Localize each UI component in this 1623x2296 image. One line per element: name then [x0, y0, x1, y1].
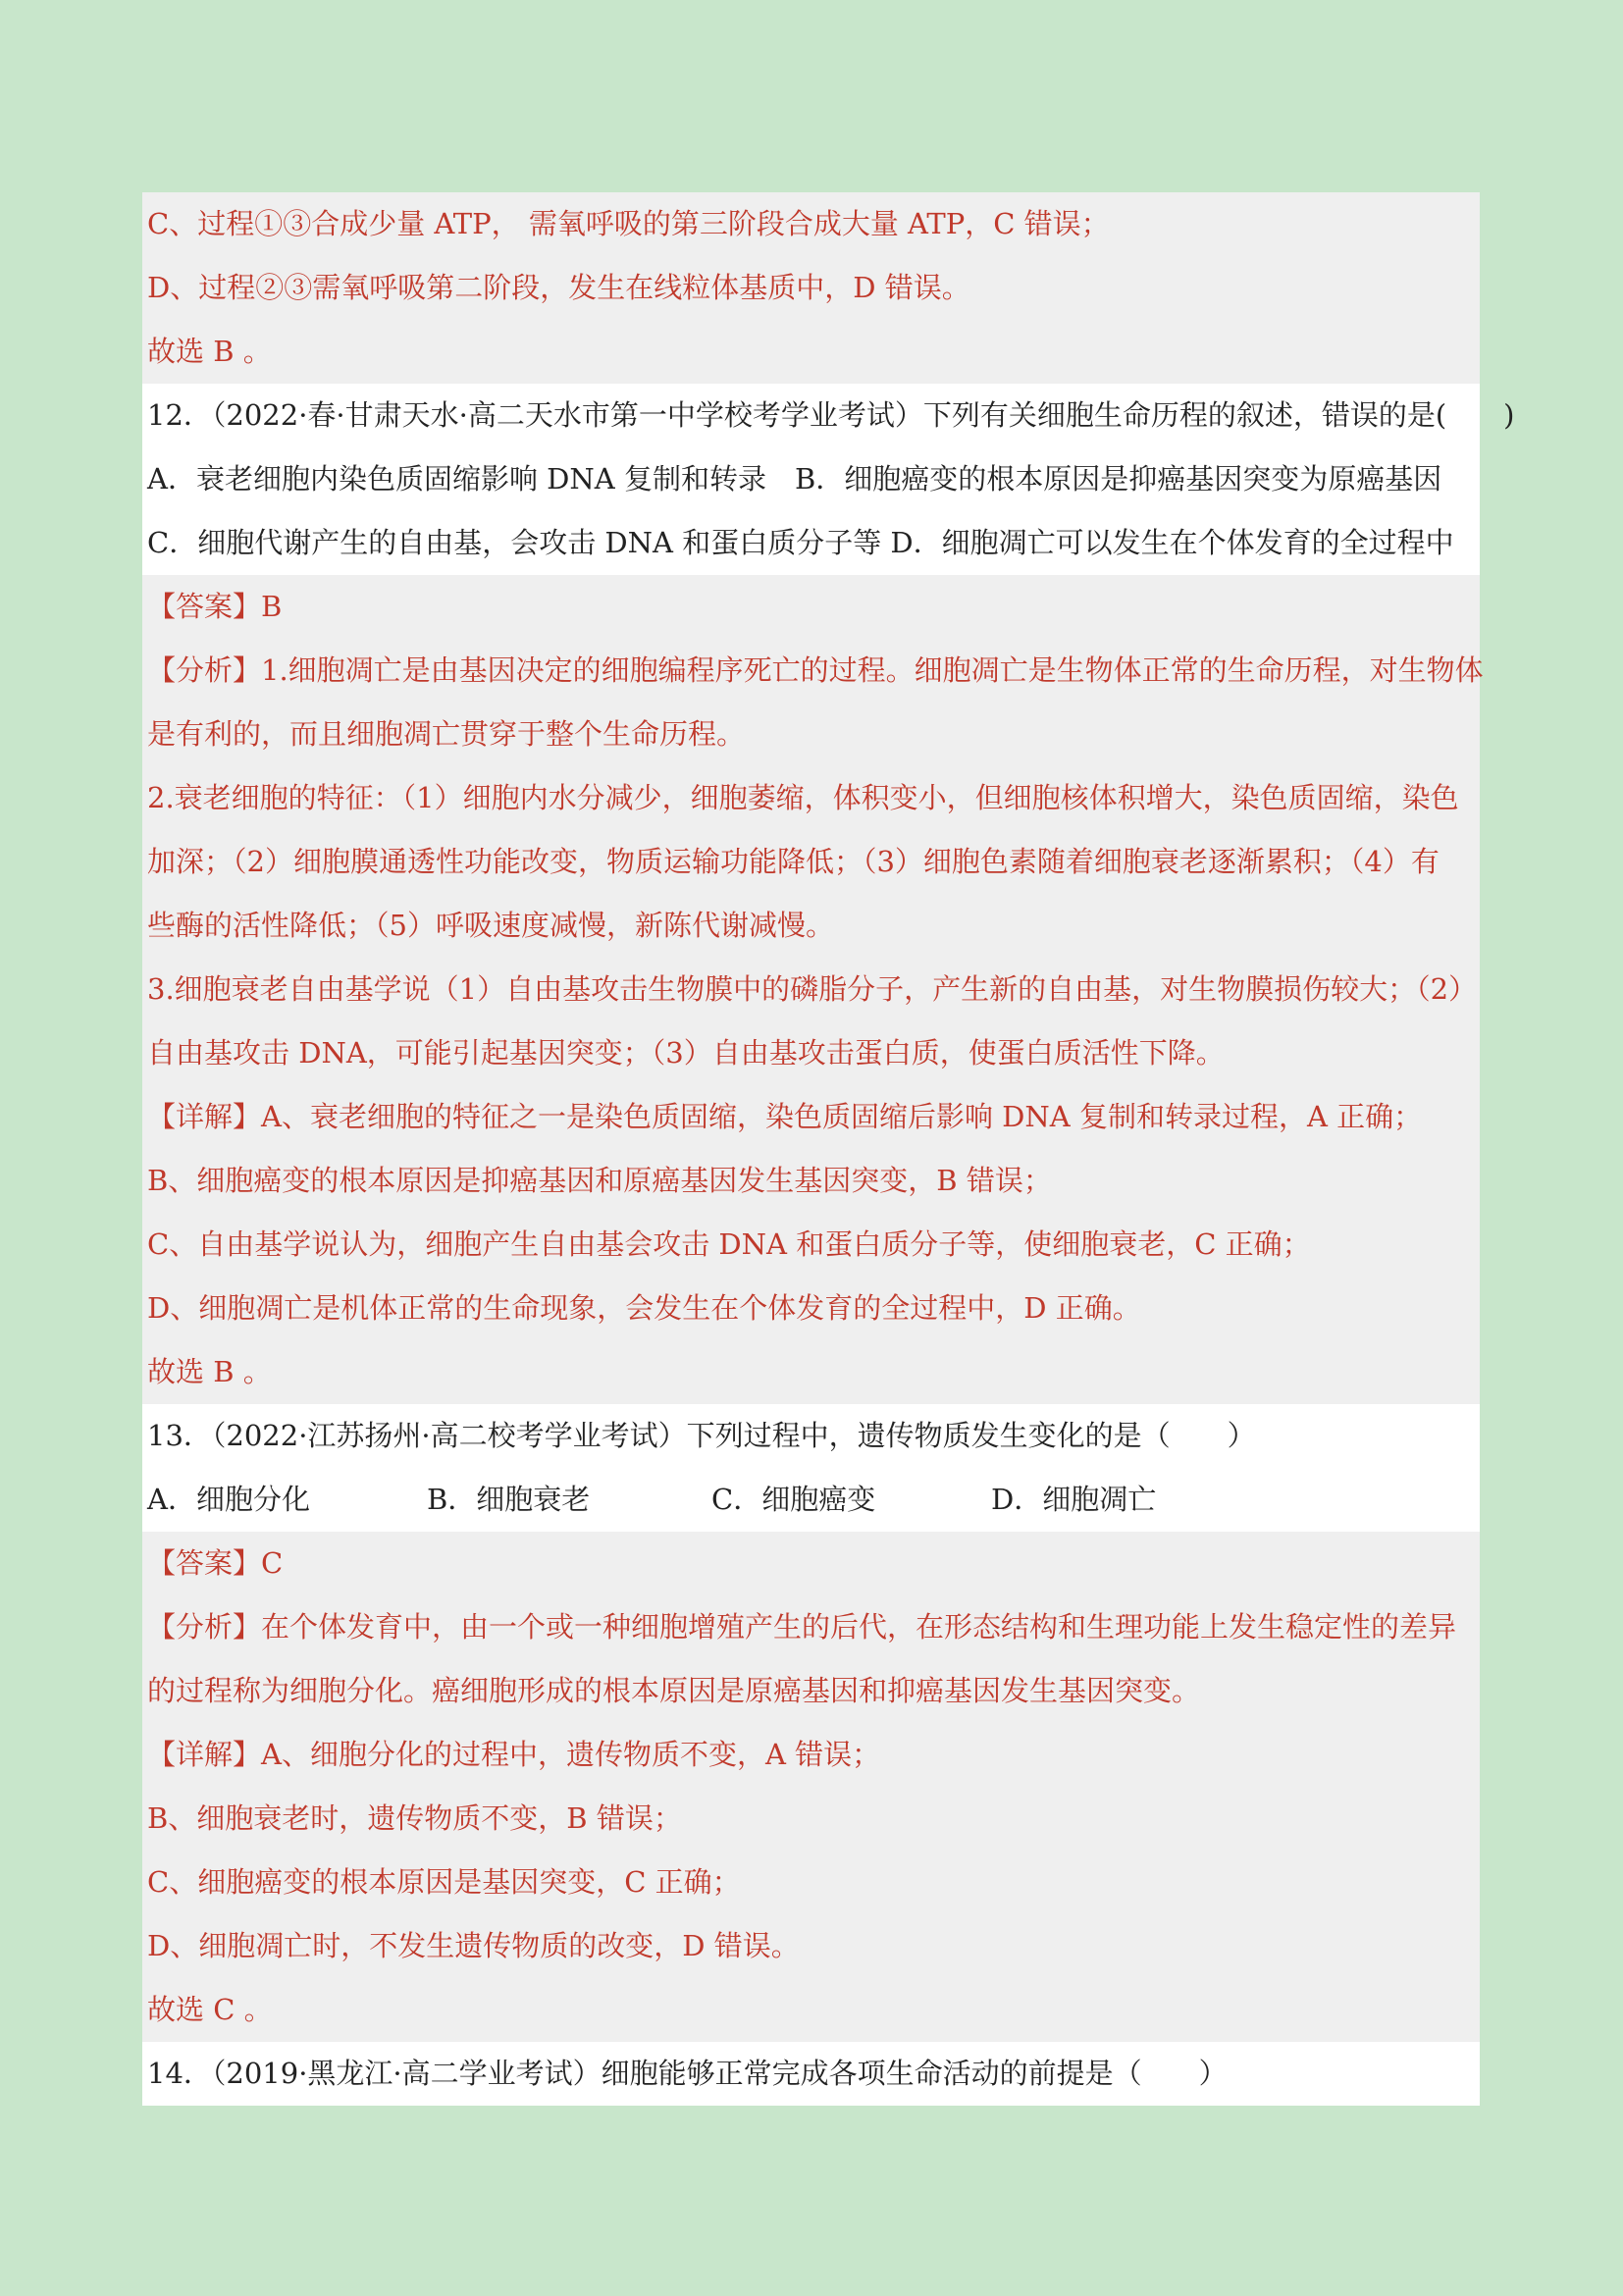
answer-13: [142, 1532, 1480, 1595]
detail-13-line-3: C、细胞癌变的根本原因是基因突变，C 正确；: [147, 1865, 741, 1899]
detail-12-line-1: [142, 1085, 1480, 1149]
detail-12-line-4: D、细胞凋亡是机体正常的生命现象，会发生在个体发育的全过程中，D 正确。: [147, 1291, 1141, 1325]
answer-12: [142, 575, 1480, 639]
question-13: 13．（2022·江苏扬州·高二校考学业考试）下列过程中，遗传物质发生变化的是（ ）: [142, 1404, 1480, 1468]
detail-text: A、衰老细胞的特征之一是染色质固缩，染色质固缩后影响 DNA 复制和转录过程，A 正确；: [261, 1100, 1423, 1133]
option-d: D．细胞凋亡: [991, 1483, 1157, 1516]
answer-value: B: [261, 590, 283, 623]
answer-value: C: [261, 1546, 284, 1580]
analysis-12-line-3: 2.衰老细胞的特征：（1）细胞内水分减少，细胞萎缩，体积变小，但细胞核体积增大，染色质固缩，染色: [147, 781, 1459, 814]
document-page: [142, 192, 1515, 2106]
detail-tag: 【详解】: [147, 1738, 262, 1771]
question-14: 14．（2019·黑龙江·高二学业考试）细胞能够正常完成各项生命活动的前提是（ ）: [142, 2042, 1480, 2106]
detail-13-line-4: D、细胞凋亡时，不发生遗传物质的改变，D 错误。: [147, 1929, 800, 1962]
analysis-12-line-1: [142, 639, 1484, 703]
detail-13-line-1: [142, 1723, 1480, 1787]
detail-13-line-2: B、细胞衰老时，遗传物质不变，B 错误；: [147, 1801, 682, 1835]
detail-text: A、细胞分化的过程中，遗传物质不变，A 错误；: [261, 1738, 881, 1771]
detail-tag: 【详解】: [147, 1100, 262, 1133]
detail-12-line-2: B、细胞癌变的根本原因是抑癌基因和原癌基因发生基因突变，B 错误；: [147, 1164, 1052, 1197]
answer-tag: 【答案】: [147, 1546, 262, 1580]
option-b: B．细胞衰老: [427, 1483, 591, 1516]
analysis-13-line-2: 的过程称为细胞分化。癌细胞形成的根本原因是原癌基因和抑癌基因发生基因突变。: [147, 1674, 1201, 1707]
detail-13-line-5: 故选 C 。: [147, 1993, 273, 2026]
question-12: 12．（2022·春·甘肃天水·高二天水市第一中学校考学业考试）下列有关细胞生命历程的叙述，错误的是( ): [142, 384, 1480, 447]
analysis-text: 在个体发育中，由一个或一种细胞增殖产生的后代，在形态结构和生理功能上发生稳定性的差异: [261, 1610, 1457, 1644]
question-13-options: [142, 1468, 1480, 1532]
question-12-options-cd: C．细胞代谢产生的自由基，会攻击 DNA 和蛋白质分子等 D．细胞凋亡可以发生在个体发育的全过程中: [142, 511, 1480, 575]
text-line: D、过程②③需氧呼吸第二阶段，发生在线粒体基质中，D 错误。: [147, 271, 970, 304]
analysis-tag: 【分析】: [147, 1610, 262, 1644]
analysis-12-line-7: 自由基攻击 DNA，可能引起基因突变；（3）自由基攻击蛋白质，使蛋白质活性下降。: [147, 1036, 1225, 1070]
detail-12-line-5: 故选 B 。: [147, 1355, 272, 1388]
analysis-12-line-2: 是有利的，而且细胞凋亡贯穿于整个生命历程。: [147, 717, 746, 751]
answer-tag: 【答案】: [147, 590, 262, 623]
option-a: A．细胞分化: [147, 1483, 310, 1516]
analysis-12-line-5: 些酶的活性降低；（5）呼吸速度减慢，新陈代谢减慢。: [147, 909, 834, 942]
text-line: 故选 B 。: [147, 335, 272, 368]
option-c: C．细胞癌变: [711, 1483, 876, 1516]
analysis-12-line-6: 3.细胞衰老自由基学说（1）自由基攻击生物膜中的磷脂分子，产生新的自由基，对生物膜损伤较大；（2）: [147, 972, 1478, 1006]
analysis-12-line-4: 加深；（2）细胞膜通透性功能改变，物质运输功能降低；（3）细胞色素随着细胞衰老逐渐累积；（4）有: [147, 845, 1440, 878]
analysis-tag: 【分析】: [147, 653, 262, 687]
analysis-text: 1.细胞凋亡是由基因决定的细胞编程序死亡的过程。细胞凋亡是生物体正常的生命历程，对生物体: [261, 653, 1484, 687]
text-line: C、过程①③合成少量 ATP， 需氧呼吸的第三阶段合成大量 ATP，C 错误；: [147, 207, 1110, 240]
analysis-13-line-1: [142, 1595, 1480, 1659]
detail-12-line-3: C、自由基学说认为，细胞产生自由基会攻击 DNA 和蛋白质分子等，使细胞衰老，C 正确；: [147, 1227, 1311, 1261]
question-12-options-ab: A．衰老细胞内染色质固缩影响 DNA 复制和转录 B．细胞癌变的根本原因是抑癌基因突变为原癌基因: [142, 447, 1480, 511]
